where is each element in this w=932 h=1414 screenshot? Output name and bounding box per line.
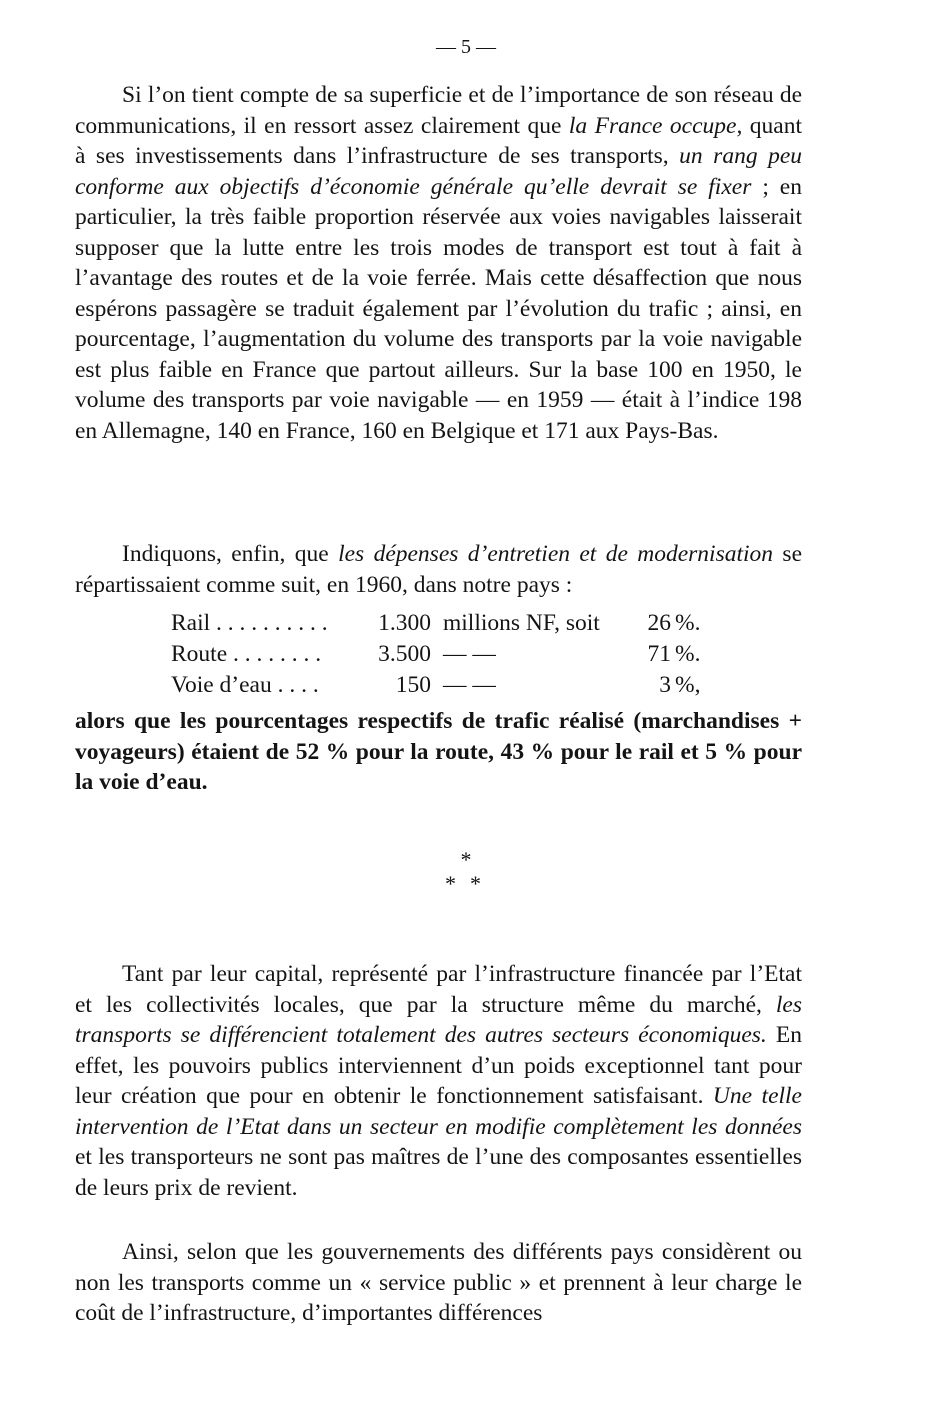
section-separator [0, 848, 932, 896]
paragraph-investments [75, 80, 802, 446]
asterism-bottom: ** [445, 871, 495, 896]
p4-italic-2: Une telle intervention de l’Etat dans un secteur en modifie complètement les données [75, 1083, 802, 1140]
p1-text-3: ; en particulier, la très faible proportion réservée aux voies navigables laisserait supposer que la lutte entre les trois modes de transport est tout à fait à l’avantage des routes et de la voie ferrée. Mais cette désaffection que nous espérons passagère se traduit également par l’évolution du trafic ; ainsi, en pourcentage, l’augmentation du volume des transports par la voie navigable est plus faible en France que partout ailleurs. Sur la base 100 en 1950, le volume des transports par voie navigable — en 1959 — était à l’indice 198 en Allemagne, 140 en France, 160 en Belgique et 171 aux Pays-Bas. [75, 173, 802, 444]
row-percent-sign: %. [675, 610, 701, 636]
p4-text-2: En effet, les pouvoirs publics interviennent d’un poids exceptionnel tant pour leur création que pour en obtenir le fonctionnement satisfaisant. [75, 1022, 803, 1109]
row-percent: 26 [647, 610, 671, 636]
page-number: — 5 — [436, 36, 496, 58]
p1-italic-1: la France occupe, [568, 112, 743, 139]
row-percent-sign: %. [675, 641, 701, 667]
p2-italic-1: les dépenses d’entretien et de modernisation [338, 541, 774, 567]
paragraph-state-intervention [75, 959, 802, 1203]
paragraph-traffic-percentages: alors que les pourcentages respectifs de trafic réalisé (marchandises + voyageurs) étaient de 52 % pour la route, 43 % pour le rail et 5 % pour la voie d’eau. [75, 708, 802, 795]
table-row-rail [171, 608, 731, 639]
paragraph-expenses [75, 539, 802, 600]
p4-text-3: et les transporteurs ne sont pas maîtres de l’une des composantes essentielles de leurs prix de revient. [75, 1144, 802, 1201]
p1-text-1: Si l’on tient compte de sa superficie et de l’importance de son réseau de communications, il en ressort assez clairement que [75, 82, 802, 139]
row-percent-sign: %, [675, 672, 701, 698]
row-unit: — — [443, 641, 496, 667]
paragraph-public-service: Ainsi, selon que les gouvernements des différents pays considèrent ou non les transports comme un « service public » et prennent à leur charge le coût de l’infrastructure, d’importantes différences [75, 1239, 802, 1326]
p2-text-2: se répartissaient comme suit, en 1960, dans notre pays : [75, 541, 802, 598]
row-unit: millions NF, soit [443, 610, 600, 636]
p2-text-1: Indiquons, enfin, que [122, 541, 339, 567]
row-amount: 150 [395, 672, 431, 698]
table-row-route [171, 639, 731, 670]
row-amount: 3.500 [378, 641, 431, 667]
expense-table [171, 608, 731, 701]
row-label: Voie d’eau . . . . [171, 672, 319, 698]
p4-italic-1: les transports se différencient totalement des autres secteurs économiques. [75, 991, 802, 1048]
asterism-top: * [460, 847, 472, 872]
row-label: Rail . . . . . . . . . . [171, 610, 328, 636]
row-percent: 71 [647, 641, 671, 667]
row-label: Route . . . . . . . . [171, 641, 322, 667]
p4-text-1: Tant par leur capital, représenté par l’infrastructure financée par l’Etat et les collectivités locales, que par la structure même du marché, [75, 961, 802, 1018]
p1-italic-2: un rang peu conforme aux objectifs d’économie générale qu’elle devrait se fixer [75, 143, 803, 200]
table-row-voie-deau [171, 670, 731, 701]
row-percent: 3 [659, 672, 671, 698]
p1-text-2: quant à ses investissements dans l’infrastructure de ses transports, [75, 112, 802, 169]
row-amount: 1.300 [378, 610, 431, 636]
row-unit: — — [443, 672, 496, 698]
